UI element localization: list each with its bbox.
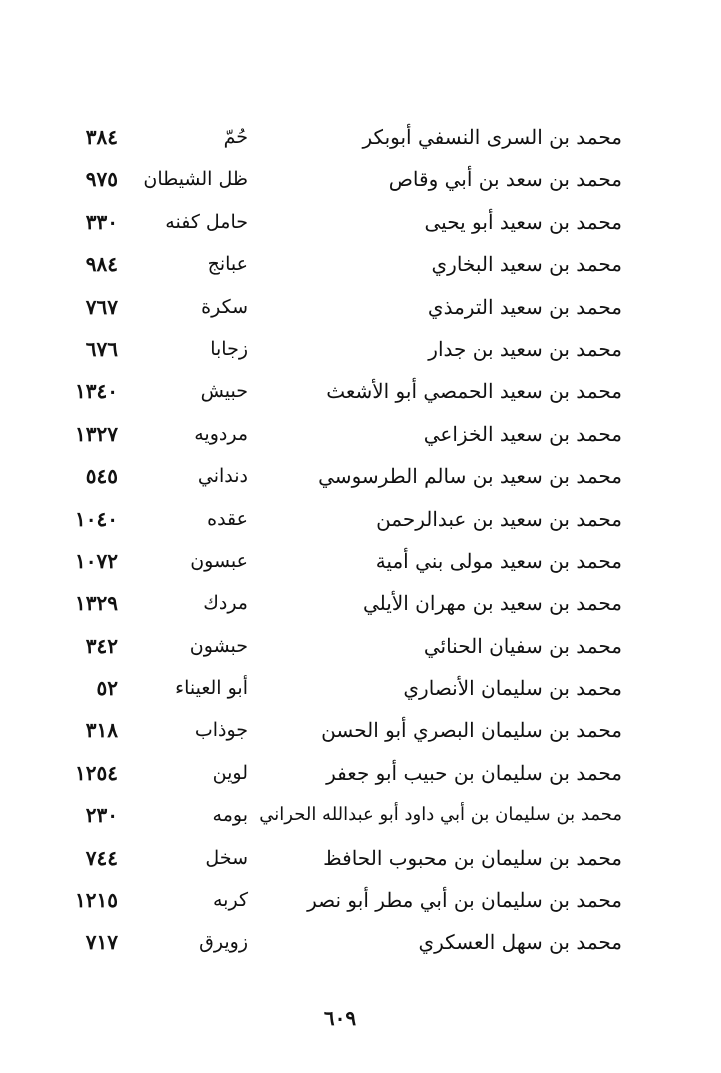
- entry-row: [0, 837, 721, 879]
- entry-row: [0, 286, 721, 328]
- entry-number: ٣٤٢: [85, 633, 118, 658]
- entry-number: ١٠٤٠: [75, 506, 118, 531]
- entry-row: [0, 625, 721, 667]
- entry-nickname: عبسون: [190, 549, 248, 572]
- entry-number: ٥٤٥: [85, 464, 118, 489]
- entry-name: محمد بن سليمان بن أبي داود أبو عبدالله الحراني: [259, 804, 622, 826]
- entry-nickname: حُمّ: [223, 126, 248, 148]
- entry-name: محمد بن سعد بن أبي وقاص: [388, 167, 622, 192]
- entry-nickname: عقده: [207, 507, 248, 530]
- entry-nickname: بومه: [212, 804, 248, 827]
- entry-row: [0, 582, 721, 624]
- entry-name: محمد بن سليمان البصري أبو الحسن: [321, 718, 622, 743]
- entry-number: ٣٣٠: [85, 209, 118, 234]
- entry-number: ٢٣٠: [85, 803, 118, 828]
- entry-number: ٣١٨: [85, 718, 118, 743]
- entry-nickname: زويرق: [199, 931, 248, 954]
- entry-row: [0, 455, 721, 497]
- entry-name: محمد بن سعيد مولى بني أمية: [375, 548, 622, 573]
- entry-row: [0, 752, 721, 794]
- entry-row: [0, 328, 721, 370]
- entry-nickname: سخل: [205, 846, 248, 869]
- entry-name: محمد بن سعيد الترمذي: [427, 294, 622, 319]
- entry-row: [0, 709, 721, 751]
- entry-nickname: حبشون: [189, 634, 248, 657]
- entry-nickname: مردويه: [194, 422, 248, 445]
- entry-name: محمد بن سعيد بن عبدالرحمن: [376, 506, 622, 531]
- page-number: ٦٠٩: [323, 1006, 357, 1030]
- entry-name: محمد بن سليمان بن أبي مطر أبو نصر: [307, 888, 622, 913]
- entry-row: [0, 243, 721, 285]
- entry-row: [0, 370, 721, 412]
- entry-nickname: لوين: [212, 761, 248, 784]
- entries-list: [0, 116, 721, 964]
- entry-number: ٩٧٥: [85, 167, 118, 192]
- entry-name: محمد بن سعيد بن جدار: [428, 336, 622, 361]
- entry-name: محمد بن سعيد أبو يحيى: [424, 209, 622, 234]
- entry-number: ٧١٧: [85, 930, 118, 955]
- entry-nickname: زجابا: [210, 337, 248, 360]
- entry-number: ٣٨٤: [85, 125, 118, 149]
- entry-name: محمد بن سليمان الأنصاري: [403, 676, 622, 701]
- entry-number: ١٣٤٠: [75, 379, 118, 404]
- entry-nickname: حامل كفنه: [165, 210, 248, 233]
- entry-row: [0, 201, 721, 243]
- entry-nickname: أبو العيناء: [175, 677, 248, 700]
- entry-number: ٥٢: [96, 676, 118, 701]
- entry-nickname: كربه: [212, 889, 248, 912]
- entry-name: محمد بن سعيد البخاري: [431, 252, 622, 277]
- entry-number: ٩٨٤: [85, 252, 118, 277]
- entry-number: ٧٤٤: [85, 845, 118, 870]
- entry-number: ١٣٢٩: [75, 591, 118, 616]
- entry-row: [0, 158, 721, 200]
- entry-name: محمد بن سعيد بن مهران الأيلي: [362, 591, 622, 616]
- entry-row: [0, 116, 721, 158]
- entry-row: [0, 921, 721, 963]
- entry-number: ٦٧٦: [85, 336, 118, 361]
- entry-nickname: حبيش: [200, 380, 248, 403]
- entry-name: محمد بن سعيد الخزاعي: [423, 421, 622, 446]
- entry-row: [0, 667, 721, 709]
- entry-row: [0, 498, 721, 540]
- entry-name: محمد بن سهل العسكري: [418, 930, 622, 955]
- entry-name: محمد بن السرى النسفي أبوبكر: [362, 125, 622, 149]
- entry-name: محمد بن سليمان بن حبيب أبو جعفر: [326, 760, 622, 785]
- entry-name: محمد بن سفيان الحنائي: [423, 633, 622, 658]
- entry-row: [0, 540, 721, 582]
- entry-row: [0, 794, 721, 836]
- entry-nickname: دنداني: [197, 465, 248, 488]
- entry-number: ١٠٧٢: [75, 548, 118, 573]
- entry-number: ٧٦٧: [85, 294, 118, 319]
- entry-number: ١٢١٥: [75, 888, 118, 913]
- entry-nickname: ظل الشيطان: [143, 168, 248, 191]
- entry-nickname: جوذاب: [194, 719, 248, 742]
- entry-number: ١٣٢٧: [75, 421, 118, 446]
- entry-nickname: عبانج: [207, 253, 248, 276]
- entry-name: محمد بن سليمان بن محبوب الحافظ: [323, 845, 622, 870]
- entry-name: محمد بن سعيد بن سالم الطرسوسي: [318, 464, 622, 489]
- entry-row: [0, 413, 721, 455]
- entry-row: [0, 879, 721, 921]
- entry-nickname: مردك: [203, 592, 248, 615]
- entry-name: محمد بن سعيد الحمصي أبو الأشعث: [326, 379, 622, 404]
- entry-nickname: سكرة: [201, 295, 248, 318]
- entry-number: ١٢٥٤: [75, 760, 118, 785]
